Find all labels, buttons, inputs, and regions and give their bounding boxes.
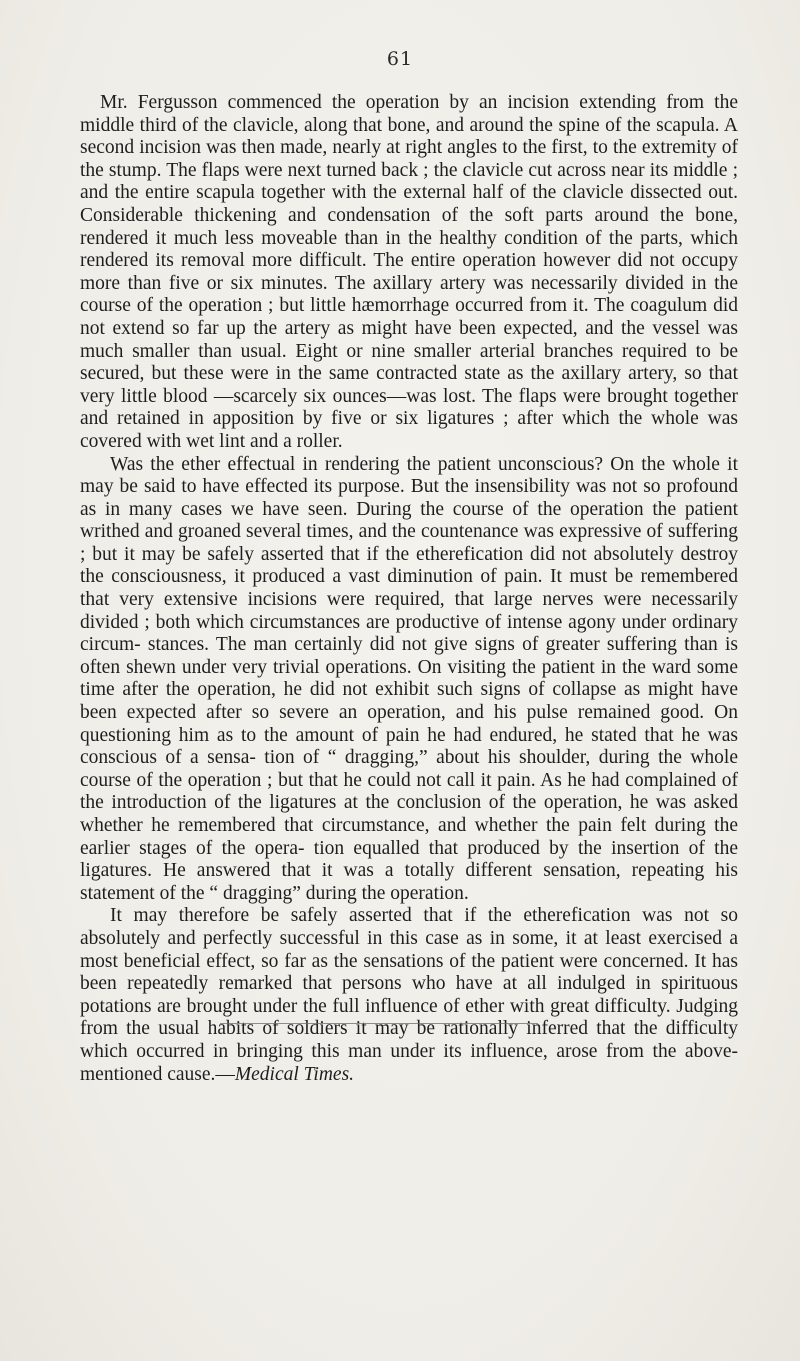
paragraph-3 (80, 905, 738, 1086)
article-body (80, 92, 738, 1086)
page-number: 61 (386, 48, 414, 70)
source-citation: Medical Times. (234, 1063, 355, 1085)
paragraph-3-text: It may therefore be safely asserted that if the etherefication was not so absolutely and perfectly successful in this case as in some, it at least exercised a most beneficial effect, so far as the sensations of the patient were concerned. It has been repeatedly remarked that persons who have at all indulged in spirituous potations are brought under the full influence of ether with great difficulty. Judging from the usual habits of soldiers it may be rationally inferred that the difficulty which occurred in bringing this man under its influence, arose from the above-mentioned cause.— (80, 905, 738, 1085)
paragraph-1: Mr. Fergusson commenced the operation by an incision extending from the middle third of the clavicle, along that bone, and around the spine of the scapula. A second incision was then made, nearly at right angles to the first, to the extremity of the stump. The flaps were next turned back ; the clavicle cut across near its middle ; and the entire scapula together with the external half of the clavicle dissected out. Considerable thickening and condensation of the soft parts around the bone, rendered it much less moveable than in the healthy condition of the parts, which rendered its removal more difficult. The entire operation however did not occupy more than five or six minutes. The axillary artery was necessarily divided in the course of the operation ; but little hæmorrhage occurred from it. The coagulum did not extend so far up the artery as might have been expected, and the vessel was much smaller than usual. Eight or nine smaller arterial branches required to be secured, but these were in the same contracted state as the axillary artery, so that very little blood —scarcely six ounces—was lost. The flaps were brought together and retained in apposition by five or six ligatures ; after which the whole was covered with wet lint and a roller. (80, 92, 738, 452)
paragraph-2: Was the ether effectual in rendering the patient unconscious? On the whole it may be said to have effected its purpose. But the insensibility was not so profound as in many cases we have seen. During the course of the operation the patient writhed and groaned several times, and the countenance was expressive of suffering ; but it may be safely asserted that if the etherefication did not absolutely destroy the consciousness, it produced a vast diminution of pain. It must be remembered that very extensive incisions were required, that large nerves were necessarily divided ; both which circumstances are productive of intense agony under ordinary circum- stances. The man certainly did not give signs of greater suffering than is often shewn under very trivial operations. On visiting the patient in the ward some time after the operation, he did not exhibit such signs of collapse as might have been expected after so severe an operation, and his pulse remained good. On questioning him as to the amount of pain he had endured, he stated that he was conscious of a sensa- tion of “ dragging,” about his shoulder, during the whole course of the operation ; but that he could not call it pain. As he had complained of the introduction of the ligatures at the conclusion of the operation, he was asked whether he remembered that circumstance, and whether the pain felt during the earlier stages of the opera- tion equalled that produced by the insertion of the ligatures. He answered that it was a totally different sensation, repeating his statement of the “ dragging” during the operation. (80, 453, 738, 904)
section-divider (220, 1023, 538, 1024)
